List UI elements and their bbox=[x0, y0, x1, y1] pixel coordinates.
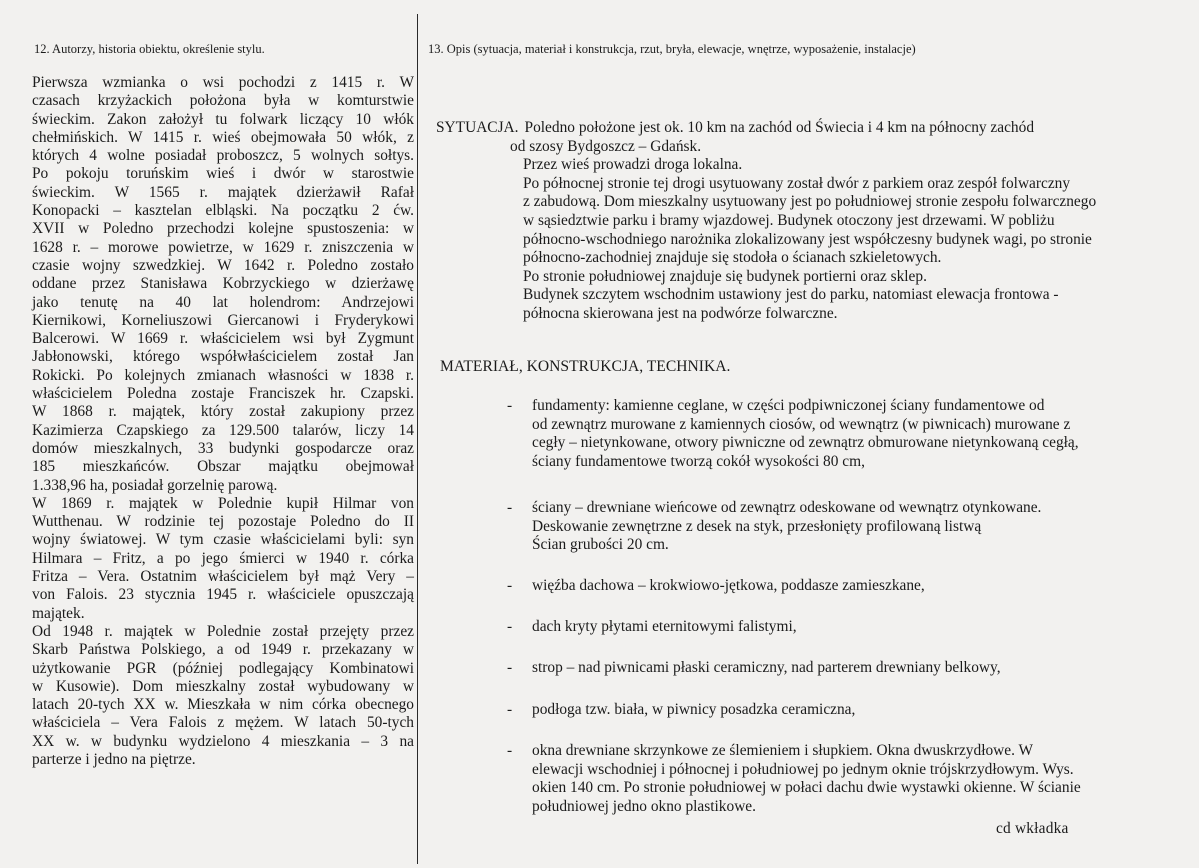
history-paragraph bbox=[32, 623, 414, 769]
material-item-line: ściany – drewniane wieńcowe od zewnątrz odeskowane od wewnątrz otynkowane. bbox=[532, 499, 1042, 516]
description-section-header: 13. Opis (sytuacja, materiał i konstrukcja, rzut, bryła, elewacje, wnętrze, wyposażenie, instalacje) bbox=[428, 42, 916, 56]
continued-note: cd wkładka bbox=[996, 820, 1069, 837]
material-section-title: MATERIAŁ, KONSTRUKCJA, TECHNIKA. bbox=[440, 358, 731, 375]
situation-line-text: z zabudową. Dom mieszkalny usytuowany jest po południowej stronie zespołu folwarcznego bbox=[523, 193, 1097, 211]
situation-line-text: od szosy Bydgoszcz – Gdańsk. bbox=[510, 137, 702, 155]
material-item-line: okna drewniane skrzynkowe ze ślemieniem i słupkiem. Okna dwuskrzydłowe. W bbox=[532, 742, 1034, 759]
history-paragraph bbox=[32, 495, 414, 623]
history-line: Kazimierza Czapskiego za 129.500 talarów, liczy 14 bbox=[32, 421, 414, 439]
history-line: oddane przez Stanisława Kobrzyckiego w dzierżawę bbox=[32, 275, 414, 293]
situation-line bbox=[436, 138, 1176, 157]
material-item-text bbox=[532, 659, 1182, 678]
history-line: W 1869 r. majątek w Polednie kupił Hilmar von bbox=[32, 494, 414, 512]
history-line: 1.338,96 ha, posiadał gorzelnię parową. bbox=[32, 476, 278, 494]
material-item-line: Ścian grubości 20 cm. bbox=[532, 536, 669, 554]
history-line: XVII w Poledno przechodzi kolejne spustoszenia: w bbox=[32, 220, 414, 238]
history-line: 1628 r. – morowe powietrze, w 1629 r. zniszczenia w bbox=[32, 238, 414, 256]
history-line: właścicielem Poledna zostaje Franciszek hr. Czapski. bbox=[32, 385, 414, 403]
history-line: majątek. bbox=[32, 604, 85, 622]
situation-title: SYTUACJA. bbox=[436, 119, 519, 136]
material-item-dash: - bbox=[507, 659, 513, 676]
history-line: Kiernikowi, Korneliuszowi Giercanowi i Fryderykowi bbox=[32, 311, 414, 329]
situation-line bbox=[436, 193, 1176, 212]
column-divider bbox=[417, 14, 418, 864]
material-item-line: podłoga tzw. biała, w piwnicy posadzka ceramiczna, bbox=[532, 701, 856, 718]
material-item-text bbox=[532, 618, 1182, 637]
history-line: Po pokoju toruńskim wieś i dwór w starostwie bbox=[32, 165, 414, 183]
material-item-line: więźba dachowa – krokwiowo-jętkowa, poddasze zamieszkane, bbox=[532, 577, 925, 594]
history-line: parterze i jedno na piętrze. bbox=[32, 750, 196, 768]
situation-line-text: w sąsiedztwie parku i bramy wjazdowej. Budynek otoczony jest drzewami. W pobliżu bbox=[523, 211, 1055, 229]
material-item-text bbox=[532, 742, 1182, 816]
history-line: chełmińskich. W 1415 r. wieś obejmowała 50 włók, z bbox=[32, 128, 414, 146]
history-line: Fritza – Vera. Ostatnim właścicielem był mąż Very – bbox=[32, 568, 414, 586]
history-line: jako tenutę na 40 lat holendrom: Andrzejowi bbox=[32, 293, 414, 311]
history-line: właściciela – Vera Falois z mężem. W latach 50-tych bbox=[32, 714, 414, 732]
material-item-line: okien 140 cm. Po stronie południowej w połaci dachu dwie wystawki okienne. W ścianie bbox=[532, 779, 1081, 797]
history-line: Konopacki – kasztelan elbląski. Na początku 2 ćw. bbox=[32, 202, 414, 220]
history-line: Rokicki. Po kolejnych zmianach własności w 1838 r. bbox=[32, 366, 414, 384]
situation-line bbox=[436, 249, 1176, 268]
material-item-dash: - bbox=[507, 701, 513, 718]
situation-line bbox=[436, 268, 1176, 287]
history-line: wojny światowej. W tym czasie właścicielami byli: syn bbox=[32, 531, 414, 549]
material-item-text bbox=[532, 577, 1182, 596]
history-line: domów mieszkalnych, 33 budynki gospodarcze oraz bbox=[32, 439, 414, 457]
history-line: Pierwsza wzmianka o wsi pochodzi z 1415 r. W bbox=[32, 74, 414, 91]
history-section-header: 12. Autorzy, historia obiektu, określenie stylu. bbox=[34, 42, 265, 56]
situation-line-text: Po północnej stronie tej drogi usytuowany został dwór z parkiem oraz zespół folwarczny bbox=[523, 174, 1071, 192]
situation-line-text: Przez wieś prowadzi droga lokalna. bbox=[523, 156, 743, 174]
material-item-line: elewacji wschodniej i północnej i południowej po jednym oknie trójskrzydłowym. Wys. bbox=[532, 760, 1074, 778]
situation-line-text: Po stronie południowej znajduje się budynek portierni oraz sklep. bbox=[523, 267, 927, 285]
history-line: świeckim. W 1565 r. majątek dzierżawił Rafał bbox=[32, 183, 414, 201]
history-line: Jabłonowski, którego współwłaścicielem został Jan bbox=[32, 348, 414, 366]
material-item-line: od zewnątrz murowane z kamiennych ciosów, od wewnątrz (w piwnicach) murowane z bbox=[532, 415, 1071, 433]
situation-line bbox=[436, 286, 1176, 305]
history-line: XX w. w budynku wydzielono 4 mieszkania – 3 na bbox=[32, 732, 414, 750]
material-item-line: dach kryty płytami eternitowymi falistymi, bbox=[532, 618, 797, 635]
history-line: w Kusowie). Dom mieszkalny został wybudowany w bbox=[32, 677, 414, 695]
situation-line-text: Budynek szczytem wschodnim ustawiony jest do parku, natomiast elewacja frontowa - bbox=[523, 286, 1059, 304]
material-item-line: południowej jedno okno plastikowe. bbox=[532, 797, 756, 815]
history-line: von Falois. 23 stycznia 1945 r. właściciele opuszczają bbox=[32, 586, 414, 604]
history-line: W 1868 r. majątek, który został zakupiony przez bbox=[32, 403, 414, 421]
history-line: Wutthenau. W rodzinie tej pozostaje Poledno do II bbox=[32, 513, 414, 531]
material-item-text bbox=[532, 397, 1182, 471]
history-line: latach 20-tych XX w. Mieszkała w nim córka obecnego bbox=[32, 696, 414, 714]
material-item-line: fundamenty: kamienne ceglane, w części podpiwniczonej ściany fundamentowe od bbox=[532, 397, 1045, 414]
material-item-line: Deskowanie zewnętrzne z desek na styk, przesłonięty profilowaną listwą bbox=[532, 517, 982, 535]
situation-line-text: Poledno położone jest ok. 10 km na zachód od Świecia i 4 km na północny zachód bbox=[524, 119, 1035, 136]
history-line: których 4 wolne posiadał proboszcz, 5 wolnych sołtys. bbox=[32, 147, 414, 165]
situation-line bbox=[436, 119, 1176, 138]
history-line: Skarb Państwa Polskiego, a od 1949 r. przekazany w bbox=[32, 641, 414, 659]
situation-line-text: północno-zachodniej znajduje się stodoła o ścianach szkieletowych. bbox=[523, 249, 942, 267]
history-text bbox=[32, 74, 414, 769]
material-item-line: cegły – nietynkowane, otwory piwniczne od zewnątrz obmurowane nietynkowaną cegłą, bbox=[532, 434, 1079, 452]
history-line: świeckim. Zakon założył tu folwark liczący 10 włók bbox=[32, 110, 414, 128]
situation-line-text: północna skierowana jest na podwórze folwarczne. bbox=[523, 304, 838, 322]
material-item-dash: - bbox=[507, 499, 513, 516]
material-item-dash: - bbox=[507, 577, 513, 594]
history-line: Od 1948 r. majątek w Polednie został przejęty przez bbox=[32, 622, 414, 640]
material-item-text bbox=[532, 499, 1182, 555]
material-item-text bbox=[532, 701, 1182, 720]
situation-line bbox=[436, 212, 1176, 231]
situation-line-text: północno-wschodniego narożnika zlokalizowany jest współczesny budynek wagi, po stronie bbox=[523, 230, 1092, 248]
material-item-dash: - bbox=[507, 742, 513, 759]
material-item-dash: - bbox=[507, 618, 513, 635]
situation-section bbox=[436, 119, 1176, 324]
history-line: 185 mieszkańców. Obszar majątku obejmował bbox=[32, 458, 414, 476]
history-line: użytkowanie PGR (później podlegający Kombinatowi bbox=[32, 659, 414, 677]
situation-line bbox=[436, 231, 1176, 250]
situation-line bbox=[436, 175, 1176, 194]
material-item-dash: - bbox=[507, 397, 513, 414]
material-item-line: strop – nad piwnicami płaski ceramiczny, nad parterem drewniany belkowy, bbox=[532, 659, 1001, 676]
situation-line bbox=[436, 156, 1176, 175]
history-paragraph bbox=[32, 74, 414, 495]
material-item-line: ściany fundamentowe tworzą cokół wysokości 80 cm, bbox=[532, 452, 865, 470]
history-line: czasie wojny szwedzkiej. W 1642 r. Poledno zostało bbox=[32, 256, 414, 274]
history-line: Hilmara – Fritz, a po jego śmierci w 1940 r. córka bbox=[32, 549, 414, 567]
situation-line bbox=[436, 305, 1176, 324]
history-line: czasach krzyżackich położona była w komturstwie bbox=[32, 92, 414, 110]
history-line: Balcerowi. W 1669 r. właścicielem wsi był Zygmunt bbox=[32, 330, 414, 348]
